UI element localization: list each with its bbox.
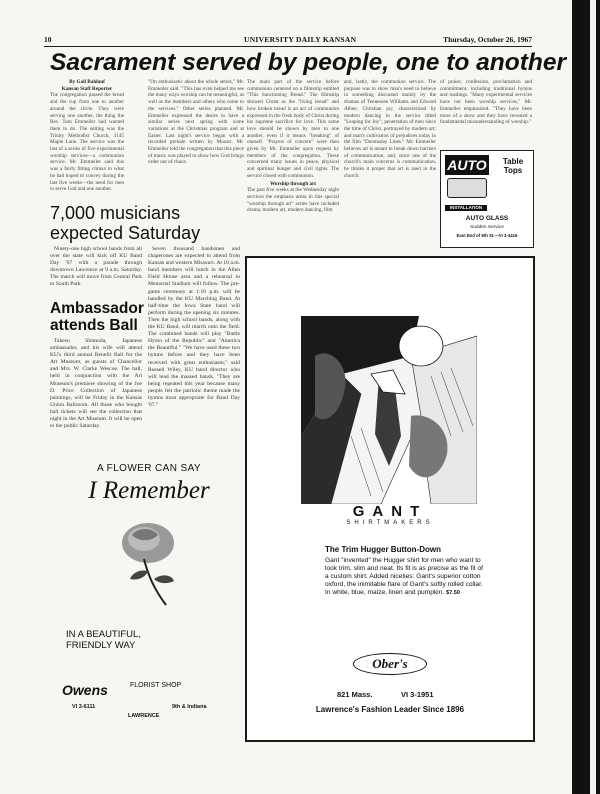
- musicians-column-2: [148, 246, 240, 442]
- auto-install: INSTALLATION: [445, 205, 487, 211]
- byline-role: Kansan Staff Reporter: [61, 85, 113, 92]
- main-story-text-5: of praise, confession, proclamation and commitment, including traditional hymns and readings. "Many experimental services have not been worship services," Mr. Emmeiler emphasized. "They have been more of a show and they have revealed a fundamental misunderstanding of worship.": [440, 79, 532, 126]
- musicians-text-2: Seven thousand bandsmen and chaperones are expected to attend from Kansas and western Missouri. At 10 a.m. band members will lunch in the Allen Field House area and a rehearsal in Memorial Stadium will follow. The pre-game ceremony at 1:10 p.m. will be handled by the KU Marching Band. At half-time the Iowa State band will perform during the opening six minutes. Then the high school bands, along with the KU Band, will march onto the field. The combined bands will play "Battle Hymn of the Republic" and "America the Beautiful." "We have used these two hymns before and they have been received with great enthusiasm," said Russell Wiley, KU band director who will lead the massed bands. "They are being repeated this year because many people felt the patriotic theme made the hymns most appropriate for Band Day '67.": [148, 246, 240, 409]
- man-in-shirt-illustration: [301, 316, 477, 504]
- rose-icon: [108, 517, 188, 607]
- page-number: 10: [44, 35, 52, 44]
- main-story-text-2: "I'm enthusiastic about the whole series," Mr. Emmeiler said. "This has even helped me see the many ways worship can be meaningful, as well as the members and others who come to the services." Other series planned. Mr. Emmeiler expressed the desire to have a similar series next spring with some variations at the Christmas program and at Easter. Last night's service began with a recorded prelude written by Mozart. Mr. Emmeiler told the congregation that this piece of music was played to show how God brings order out of chaos.: [148, 79, 244, 166]
- ambassador-headline: Ambassador attends Ball: [50, 300, 144, 334]
- main-story-text-3b: The past five weeks at the Wednesday night services the emphasis areas in this special "worship through art" series have included drama, modern art, modern dancing, film: [247, 187, 339, 214]
- musicians-headline: 7,000 musicians expected Saturday: [50, 203, 201, 243]
- masthead-title: UNIVERSITY DAILY KANSAN: [244, 35, 357, 44]
- gant-shirt-ad: [245, 256, 535, 742]
- main-story-column-4: [344, 79, 436, 253]
- musicians-text-1: Ninety-one high school bands from all over the state will kick off KU Band Day '67 with a parade through downtown Lawrence at 9 a.m. Saturday. The march will move from Central Park to South Park.: [50, 246, 142, 288]
- car-icon: [447, 178, 487, 198]
- issue-date: Thursday, October 26, 1967: [443, 35, 532, 44]
- main-story-text-3: The main part of the service before communion centered on a filmstrip entitled "This Sanctioning Bread." The filmstrip showed Christ as the "living bread" and how broken bread is an act of communion expressed in the fresh body of Christ during his supreme sacrifice for love. This same love should be shown by men to one another, even if it means "breaking" of oneself. "Prayers of concern" were then given by Mr. Emmeiler upon request by members of the congregation. These concerned many issues in peace, physical and spiritual hunger and civil rights. The service closed with communion.: [247, 79, 339, 179]
- flower-ad-script: I Remember: [88, 477, 210, 504]
- main-story-column-5: [440, 79, 532, 145]
- flower-ad-bottom: [66, 629, 141, 651]
- store-phone: VI 3-1951: [401, 690, 434, 699]
- main-story-column-3: [247, 79, 339, 253]
- store-address: 821 Mass.: [337, 690, 373, 699]
- gant-subtitle: SHIRTMAKERS: [346, 520, 434, 526]
- header-rule: [44, 46, 532, 47]
- florist-phone: VI 3-6111: [72, 704, 96, 710]
- scan-edge-stripe: [590, 0, 596, 794]
- obers-logo: Ober's: [353, 653, 427, 675]
- florist-city: LAWRENCE: [128, 713, 160, 719]
- auto-service: Sudden Service: [470, 225, 504, 230]
- owens-logo: Owens: [62, 682, 108, 698]
- gant-logo: GANT: [352, 503, 428, 520]
- musicians-column-1: [50, 246, 142, 294]
- main-story-column-2: [148, 79, 244, 199]
- main-story-text-4: and, lastly, the communion service. The purpose was to show man's need to believe in something discussed mainly by the dramas of Tennessee Williams and Edward Albee; Christian joy, characterized by modern dancing in the service titled "Leaping for Joy"; penetration of men since the time of Christ, portrayed by modern art; and man's cultivation of prejudices today in the film "Doomsday Lines." Mr. Emmeiler believes art is meant to break down barriers of communication, and, since one of the church's main concerns is communication, he thinks it proper that art is used in the church.: [344, 79, 436, 179]
- main-headline: Sacrament served by people, one to another: [50, 49, 567, 76]
- ambassador-column: [50, 338, 142, 444]
- gant-price: $7.50: [445, 590, 460, 596]
- florist-address: 9th & Indiana: [172, 704, 207, 710]
- flower-ad-bottom-line-2: FRIENDLY WAY: [66, 640, 136, 651]
- gant-copy: Gant "invented" the Hugger shirt for men who want to look trim, slim and neat. Its fit is as precise as the fit of a custom shirt. Added niceties: Gant's superior cotton oxford, the inimitable flare of Gant's softly rolled collar. In white, blue, maize, linen and pumpkin.: [325, 557, 483, 596]
- flower-ad-top-line: A FLOWER CAN SAY: [96, 463, 201, 474]
- florist-shop-label: FLORIST SHOP: [130, 682, 182, 689]
- auto-name: AUTO GLASS: [465, 215, 509, 222]
- subhead-worship-through-art: Worship through art: [269, 180, 317, 187]
- flower-ad-bottom-line-1: IN A BEAUTIFUL,: [66, 629, 141, 640]
- main-story-column-1: [50, 79, 124, 199]
- store-tagline: Lawrence's Fashion Leader Since 1896: [315, 705, 465, 714]
- auto-glass-ad: [440, 150, 534, 248]
- gant-copy-block: [325, 557, 487, 597]
- ambassador-text: Takeso Shimoda, Japanese ambassador, and his wife will attend KU's third annual Benefit Ball for the Art Museum, as guests of Chancellor and Mrs. W. Clarke Wescoe. The ball, held in conjunction with the Art Museum's premiere showing of the Joe D. Price Collection of Japanese paintings, will be Friday in the Kansas Union Ballroom. All those who bought ball tickets will see the collection that night in the Art Museum. It will be open to the public Saturday.: [50, 338, 142, 430]
- auto-logo: AUTO: [445, 155, 489, 175]
- byline: By Gail Baldauf: [69, 79, 105, 85]
- gant-product-title: The Trim Hugger Button-Down: [325, 545, 441, 554]
- auto-tagline: Table Tops: [502, 157, 524, 175]
- auto-address: East End of 9th St.—VI 3-4416: [456, 233, 518, 238]
- main-story-text-1: The congregation passed the bread and the cup from one to another around the circle. They were serving one another, the thing the Rev. Tom Emmeiler had wanted them to do. The setting was the Trinity Methodist Church, 3145 Maple Lane. The service was the last of a series of five experimental worship services—a communion service. Mr. Emmeiler said this was a fairly fitting climax to what he had hoped to convey during the last five weeks—the need for men to serve God and one another.: [50, 92, 124, 193]
- owens-florist-ad: [60, 457, 238, 719]
